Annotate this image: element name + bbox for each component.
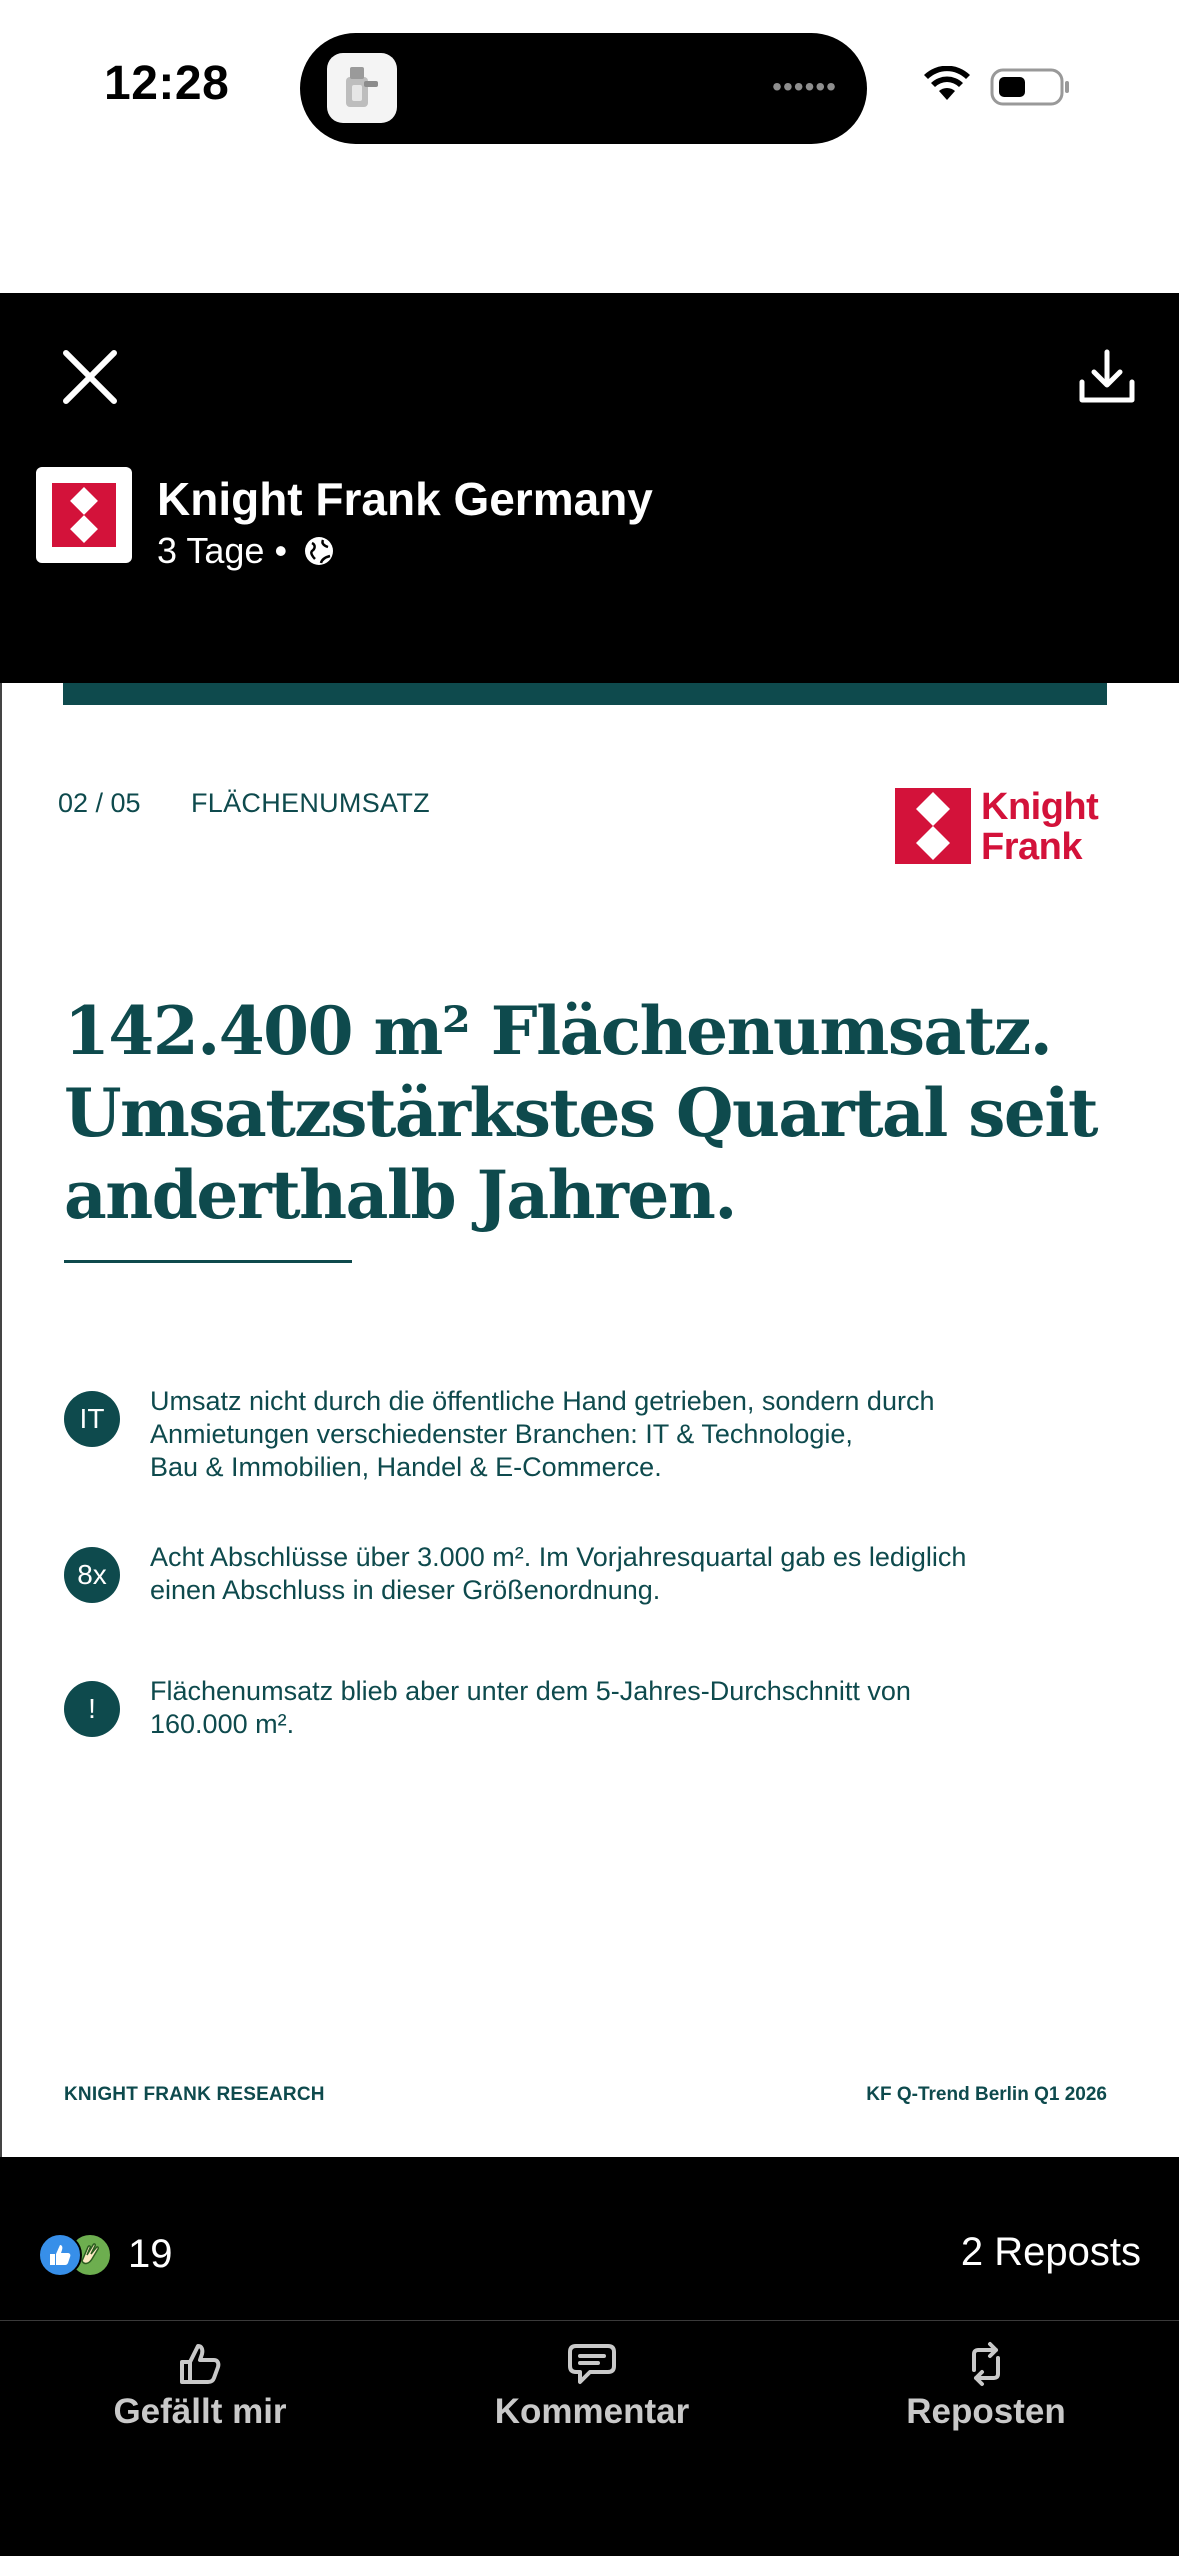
knight-frank-logo-icon [52, 483, 116, 547]
reaction-count: 19 [128, 2232, 173, 2276]
comment-icon [566, 2340, 618, 2388]
meta-separator: • [274, 530, 288, 571]
author-name[interactable]: Knight Frank Germany [157, 473, 653, 525]
live-activity-app-icon[interactable] [327, 53, 397, 123]
thumbs-up-icon [176, 2340, 224, 2388]
battery-icon [990, 68, 1070, 113]
bullet-badge: IT [64, 1391, 120, 1447]
like-label: Gefällt mir [113, 2392, 287, 2431]
bullet-badge: 8x [64, 1547, 120, 1603]
knight-frank-mark-icon [895, 788, 971, 864]
post-meta [157, 530, 335, 572]
download-button[interactable] [1076, 346, 1138, 408]
post-age: 3 Tage [157, 530, 265, 571]
slide-headline: 142.400 m² Flächenumsatz. Umsatzstärkstes Quartal seit anderthalb Jahren. [64, 992, 1097, 1234]
bullet-badge: ! [64, 1681, 120, 1737]
dynamic-island[interactable] [300, 33, 867, 144]
download-icon [1076, 346, 1138, 408]
comment-label: Kommentar [494, 2392, 690, 2431]
logo-word-frank: Frank [981, 826, 1082, 868]
slide-top-bar [63, 683, 1107, 705]
like-button[interactable] [70, 2340, 330, 2440]
headline-rule [64, 1260, 352, 1263]
repost-button[interactable] [856, 2340, 1116, 2440]
status-bar [0, 0, 1179, 293]
slide-footer-report: KF Q-Trend Berlin Q1 2026 [866, 2084, 1107, 2105]
bullet-text: Umsatz nicht durch die öffentliche Hand getrieben, sondern durch Anmietungen verschiedenster Branchen: IT & Technologie, Bau & Immobilien, Handel & E-Commerce. [150, 1386, 935, 1482]
slide-footer-source: KNIGHT FRANK RESEARCH [64, 2084, 325, 2105]
knight-frank-logo [895, 788, 1110, 868]
bullet-text: Acht Abschlüsse über 3.000 m². Im Vorjahresquartal gab es lediglich einen Abschluss in dieser Größenordnung. [150, 1542, 967, 1605]
author-avatar[interactable] [36, 467, 132, 563]
like-icon [38, 2233, 82, 2277]
close-button[interactable] [58, 345, 122, 409]
globe-icon [303, 535, 335, 567]
reposts-count[interactable]: 2 Reposts [960, 2230, 1141, 2274]
slide-section-title: FLÄCHENUMSATZ [191, 788, 430, 818]
status-time: 12:28 [104, 57, 230, 110]
close-icon [58, 345, 122, 409]
repost-label: Reposten [906, 2392, 1066, 2431]
slide-counter: 02 / 05 [58, 788, 141, 818]
reactions-summary[interactable] [38, 2232, 173, 2277]
island-dots: •••••• [772, 71, 837, 102]
wifi-icon [924, 66, 970, 107]
repost-icon [962, 2340, 1010, 2388]
comment-button[interactable] [462, 2340, 722, 2440]
footer-divider [0, 2320, 1179, 2321]
bullet-text: Flächenumsatz blieb aber unter dem 5-Jahres-Durchschnitt von 160.000 m². [150, 1676, 911, 1739]
logo-word-knight: Knight [981, 786, 1099, 828]
